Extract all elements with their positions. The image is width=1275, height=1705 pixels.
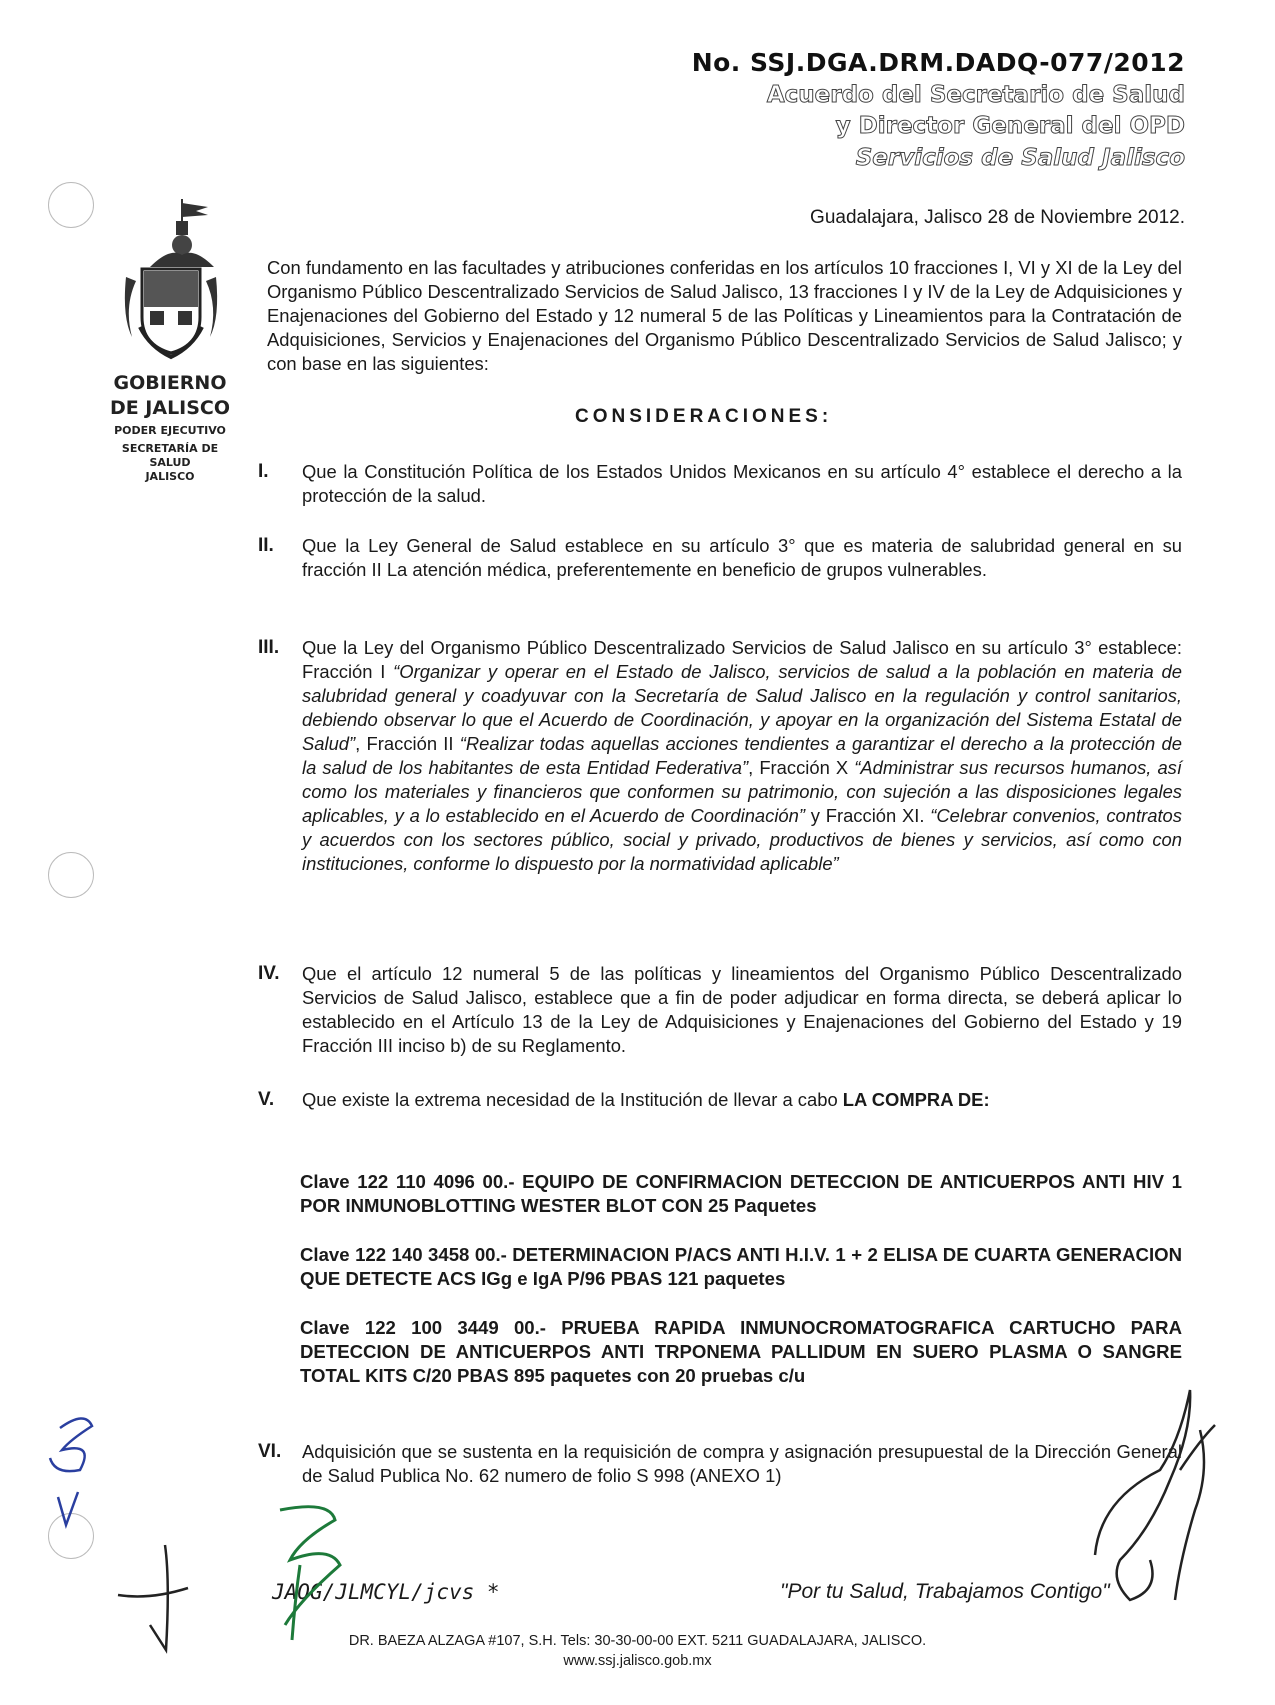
footer-address: DR. BAEZA ALZAGA #107, S.H. Tels: 30-30-00-00 EXT. 5211 GUADALAJARA, JALISCO. [348, 1633, 927, 1649]
item-text: Que la Constitución Política de los Estados Unidos Mexicanos en su artículo 4° establece el derecho a la protección de la salud. [302, 461, 1182, 506]
item-text: Que el artículo 12 numeral 5 de las políticas y lineamientos del Organismo Público Descentralizado Servicios de Salud Jalisco, establece que a fin de poder adjudicar en forma directa, se deberá aplicar lo establecido en el Artículo 13 de la Ley de Adquisiciones y Enajenaciones del Gobierno del Estado y 19 Fracción III inciso b) de su Reglamento. [302, 963, 1182, 1056]
product-item: Clave 122 140 3458 00.- DETERMINACION P/ACS ANTI H.I.V. 1 + 2 ELISA DE CUARTA GENERACION QUE DETECTE ACS IGg e IgA P/96 PBAS 121 paquetes [300, 1244, 1182, 1289]
footer-slogan: "Por tu Salud, Trabajamos Contigo" [780, 1580, 1110, 1603]
title-line-3: Servicios de Salud Jalisco [855, 145, 1185, 171]
handwritten-check-blue [58, 1492, 78, 1525]
title-line-2: y Director General del OPD [835, 113, 1185, 139]
item-text-part: , Fracción II [355, 733, 460, 754]
logo-text-jalisco: JALISCO [145, 470, 195, 483]
title-line-1: Acuerdo del Secretario de Salud [766, 82, 1185, 108]
item-number: IV. [258, 963, 280, 984]
item-number: VI. [258, 1441, 282, 1462]
logo-text-gobierno: GOBIERNO [113, 372, 227, 394]
document-date: Guadalajara, Jalisco 28 de Noviembre 2012. [810, 207, 1185, 228]
footer-initials: JAOG/JLMCYL/jcvs * [272, 1580, 500, 1604]
item-number: V. [258, 1089, 275, 1110]
item-text-bold: LA COMPRA DE: [842, 1089, 990, 1110]
signature-green [280, 1507, 340, 1640]
quote-fraccion-x: “Administrar sus recursos humanos, así como los materiales y financieros que conformen su patrimonio, con sujeción a las disposiciones legales aplicables, y a lo establecido en el Acuerdo de Coordinación” [302, 757, 1182, 826]
handwritten-cross-mark [118, 1545, 188, 1650]
item-text-part: y Fracción XI. [805, 805, 931, 826]
product-item: Clave 122 110 4096 00.- EQUIPO DE CONFIRMACION DETECCION DE ANTICUERPOS ANTI HIV 1 POR INMUNOBLOTTING WESTER BLOT CON 25 Paquetes [300, 1171, 1182, 1216]
quote-fraccion-ii: “Realizar todas aquellas acciones tendientes a garantizar el derecho a la protección de la salud de los habitantes de esta Entidad Federativa” [302, 733, 1182, 778]
item-text-part: Que la Ley del Organismo Público Descentralizado Servicios de Salud Jalisco en su artículo 3° establece: Fracción I [302, 637, 1182, 682]
item-number: II. [258, 535, 274, 556]
item-number: I. [258, 461, 269, 482]
logo-text-poder-ejecutivo: PODER EJECUTIVO [114, 424, 226, 437]
document-number: No. SSJ.DGA.DRM.DADQ-077/2012 [691, 48, 1185, 77]
item-text: Adquisición que se sustenta en la requisición de compra y asignación presupuestal de la Dirección General de Salud Publica No. 62 numero de folio S 998 (ANEXO 1) [302, 1441, 1182, 1486]
logo-text-salud: SALUD [149, 456, 191, 469]
item-text: Que la Ley General de Salud establece en su artículo 3° que es materia de salubridad general en su fracción II La atención médica, preferentemente en beneficio de grupos vulnerables. [302, 535, 1182, 580]
item-number: III. [258, 637, 280, 658]
product-item: Clave 122 100 3449 00.- PRUEBA RAPIDA INMUNOCROMATOGRAFICA CARTUCHO PARA DETECCION DE ANTICUERPOS ANTI TRPONEMA PALLIDUM EN SUERO PLASMA O SANGRE TOTAL KITS C/20 PBAS 895 paquetes con 20 pruebas c/u [300, 1317, 1182, 1386]
quote-fraccion-i: “Organizar y operar en el Estado de Jalisco, servicios de salud a la población en materia de salubridad general y coadyuvar con la Secretaría de Salud Jalisco en la regulación y control sanitarios, debiendo observar lo que el Acuerdo de Coordinación, y apoyar en la organización del Sistema Estatal de Salud” [302, 661, 1182, 754]
footer-website: www.ssj.jalisco.gob.mx [563, 1653, 712, 1669]
intro-paragraph: Con fundamento en las facultades y atribuciones conferidas en los artículos 10 fracciones I, VI y XI de la Ley del Organismo Público Descentralizado Servicios de Salud Jalisco, 13 fracciones I y IV de la Ley de Adquisiciones y Enajenaciones del Gobierno del Estado y 12 numeral 5 de las Políticas y Lineamientos para la Contratación de Adquisiciones, Servicios y Enajenaciones del Organismo Público Descentralizado Servicios de Salud Jalisco; y con base en las siguientes: [267, 257, 1182, 374]
item-text-part: Que existe la extrema necesidad de la Institución de llevar a cabo [302, 1089, 843, 1110]
item-text-part: , Fracción X [748, 757, 855, 778]
handwritten-scribble-blue [50, 1418, 92, 1471]
logo-text-de-jalisco: DE JALISCO [109, 397, 231, 419]
signature-black [1095, 1390, 1215, 1600]
logo-text-secretaria: SECRETARÍA DE [121, 442, 219, 455]
quote-fraccion-xi: “Celebrar convenios, contratos y acuerdos con los sectores público, social y privado, productivos de bienes y servicios, así como con instituciones, conforme lo dispuesto por la normatividad aplicable” [302, 805, 1182, 874]
considerations-heading: CONSIDERACIONES: [575, 406, 833, 427]
